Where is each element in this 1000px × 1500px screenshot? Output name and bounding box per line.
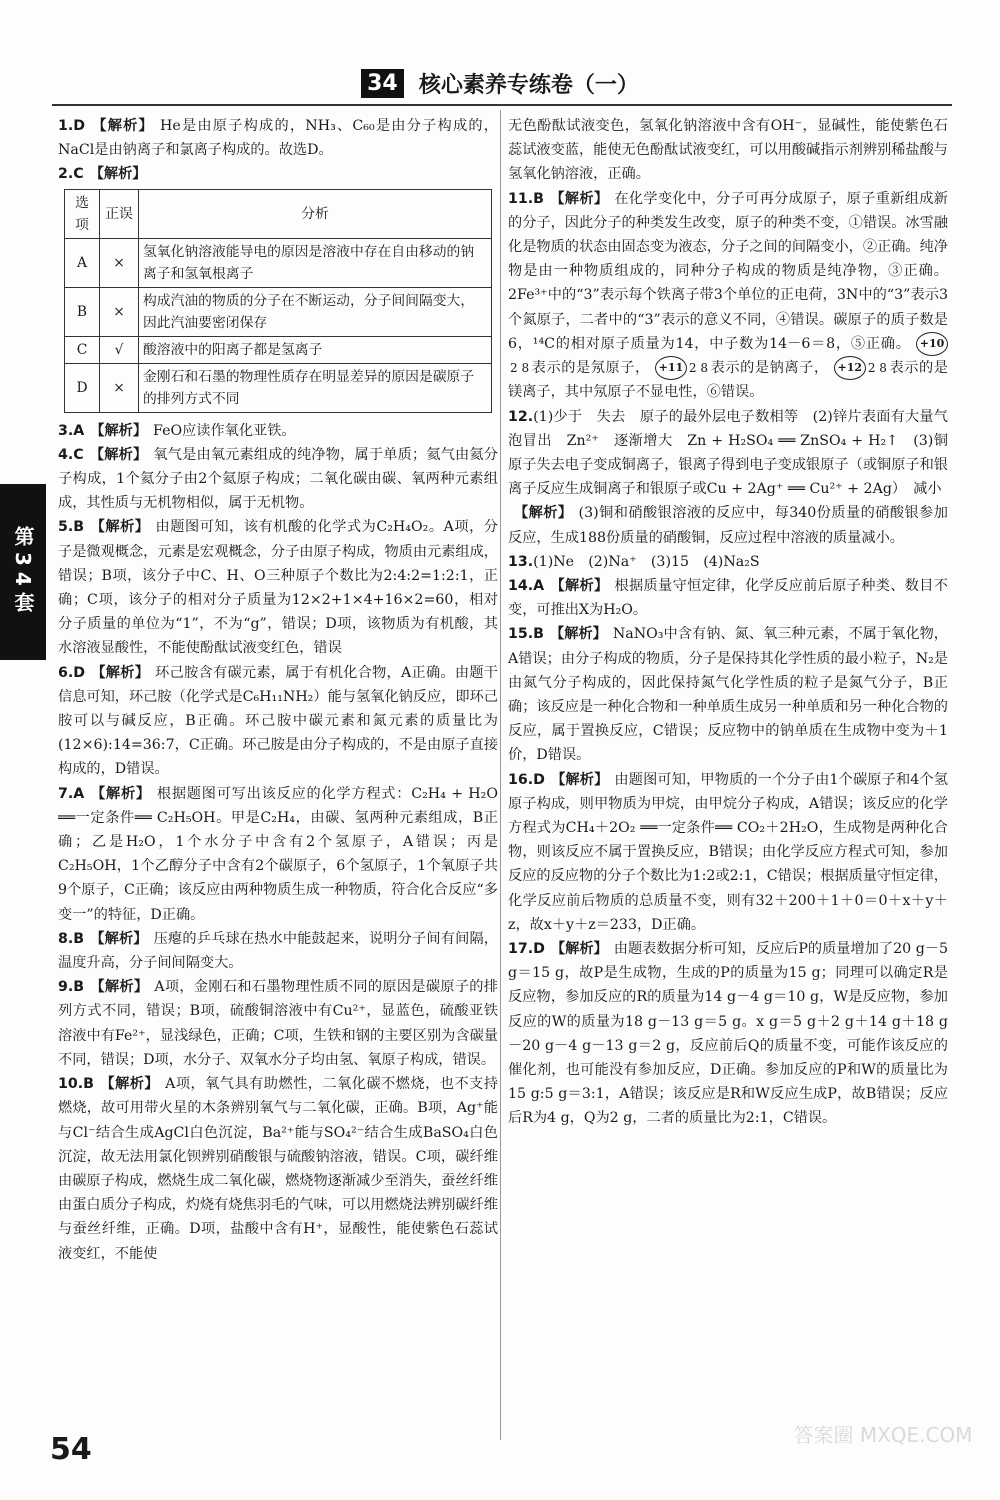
answer-text: He是由原子构成的，NH₃、C₆₀是由分子构成的，NaCl是由钠离子和氯离子构成的。故选D。 <box>58 118 498 159</box>
answer-8 <box>58 927 498 975</box>
header-rule <box>52 104 952 106</box>
option-cell: B <box>65 287 100 336</box>
answer-text: FeO应读作氧化亚铁。 <box>153 422 296 439</box>
answer-4 <box>58 443 498 516</box>
option-cell: A <box>65 238 100 287</box>
analysis-tag: 【解析】 <box>90 785 151 802</box>
question-number: 14.A <box>508 577 545 594</box>
answer-text: (1)Ne (2)Na⁺ (3)15 (4)Na₂S <box>533 553 760 570</box>
watermark-text: 答案圈 MXQE.COM <box>793 1423 973 1447</box>
answer-text: 由题表数据分析可知，反应后P的质量增加了20 g－5 g＝15 g，故P是生成物，生成的P的质量为15 g；同理可以确定R是反应物，参加反应的R的质量为14 g－4 g＝10 g，W是反应物，参加反应的W的质量为18 g－13 g＝5 g。x g＝5 g＋2 g＋14 g＋18 g－20 g－4 g－13 g＝2 g，反应前后Q的质量不变，可能作该反应的催化剂，也可能没有参加反应，D正确。参加反应的P和W的质量比为15 g:5 g＝3:1，A错误；该反应是R和W反应生成P，故B错误；反应后R为4 g，Q为2 g，二者的质量比为2:1，C错误。 <box>508 941 948 1127</box>
analysis-tag: 【解析】 <box>549 626 607 643</box>
answer-10 <box>58 1072 498 1266</box>
table-row <box>65 287 492 336</box>
analysis-cell: 氢氧化钠溶液能导电的原因是溶液中存在自由移动的钠离子和氢氧根离子 <box>139 238 492 287</box>
answer-text: 由题图可知，该有机酸的化学式为C₂H₄O₂。A项，分子是微观概念，元素是宏观概念，分子由原子构成，物质由元素组成，错误；B项，该分子中C、H、O三种原子个数比为2:4:2=1:2:1，正确；C项，该分子的相对分子质量为12×2+1×4+16×2=60，相对分子质量的单位为“1”，不为“g”，错误；D项，该物质为有机酸，其水溶液显酸性，不能使酚酞试液变红色，错误 <box>58 519 498 657</box>
answer-text: 根据质量守恒定律，化学反应前后原子种类、数目不变，可推出X为H₂O。 <box>508 577 948 619</box>
answer-text: A项，氧气具有助燃性，二氧化碳不燃烧，也不支持燃烧，故可用带火星的木条辨别氧气与二氧化碳，正确。B项，Ag⁺能与Cl⁻结合生成AgCl白色沉淀，Ba²⁺能与SO₄²⁻结合生成BaSO₄白色沉淀，故无法用氯化钡辨别硝酸银与硫酸钠溶液，错误。C项，碳纤维由碳原子构成，燃烧生成二氧化碳，燃烧物逐渐减少至消失，蚕丝纤维由蛋白质分子构成，灼烧有烧焦羽毛的气味，可以用燃烧法辨别碳纤维与蚕丝纤维，正确。D项，盐酸中含有H⁺，显酸性，能使紫色石蕊试液变红，不能使 <box>58 1076 498 1262</box>
question-number: 11.B <box>508 190 544 207</box>
analysis-tag: 【解析】 <box>550 941 608 958</box>
question-number: 3.A <box>58 422 85 439</box>
answer-14 <box>508 574 948 622</box>
analysis-tag: 【解析】 <box>549 190 609 207</box>
mark-cell: × <box>100 287 139 336</box>
analysis-tag: 【解析】 <box>91 118 154 134</box>
table-header: 分析 <box>139 189 492 238</box>
table-header: 选项 <box>65 189 100 238</box>
answer-2 <box>58 162 498 186</box>
answer-text: (3)铜和硝酸银溶液的反应中，每340份质量的硝酸银参加反应，生成188份质量的硝酸铜，反应过程中溶液的质量减小。 <box>508 505 948 546</box>
analysis-tag: 【解析】 <box>90 422 148 439</box>
page-title: 核心素养专练卷（一） <box>418 73 639 98</box>
mark-cell: × <box>100 238 139 287</box>
answer-5 <box>58 515 498 660</box>
question-number: 1.D <box>58 118 86 134</box>
question-number: 17.D <box>508 941 545 958</box>
analysis-cell: 构成汽油的物质的分子在不断运动，分子间间隔变大，因此汽油要密闭保存 <box>139 287 492 336</box>
answer-text: 表示的是镁离子，其中氖原子不显电性，⑥错误。 <box>508 360 948 401</box>
answer-text: NaNO₃中含有钠、氮、氧三种元素，不属于氧化物，A错误；由分子构成的物质，分子是保持其化学性质的最小粒子，N₂是由氮气分子构成的，因此保持氮气化学性质的粒子是氮气分子，B正确；该反应是一种化合物和一种单质生成另一种单质和另一种化合物的反应，属于置换反应，C错误；反应物中的钠单质在生成物中变为＋1价，D错误。 <box>508 626 948 764</box>
answer-11 <box>508 187 948 405</box>
option-cell: D <box>65 363 100 412</box>
mark-cell: √ <box>100 336 139 363</box>
answer-text: 由题图可知，甲物质的一个分子由1个碳原子和4个氢原子构成，则甲物质为甲烷，由甲烷分子构成，A错误；该反应的化学方程式为CH₄＋2O₂ ══一定条件══ CO₂＋2H₂O，生成物是两种化合物，则该反应不属于置换反应，B错误；由化学反应方程式可知，参加反应的反应物的分子个数比为1:2或2:1，C错误；根据质量守恒定律，化学反应前后物质的总质量不变，则有32＋200＋1＋0＝0＋x＋y＋z，故x＋y＋z＝233，D正确。 <box>508 771 948 933</box>
analysis-tag: 【解析】 <box>90 519 150 536</box>
answer-17 <box>508 937 948 1131</box>
neon-atom-diagram: +10 <box>916 332 948 356</box>
option-cell: C <box>65 336 100 363</box>
page-number: 54 <box>50 1432 92 1467</box>
table-header-row <box>65 189 492 238</box>
answer-text: 在化学变化中，分子可再分成原子，原子重新组成新的分子，因此分子的种类发生改变，原子的种类不变，①错误。冰雪融化是物质的状态由固态变为液态，分子之间的间隔变小，②正确。纯净物是由一种物质组成的，同种分子构成的物质是纯净物，③正确。2Fe³⁺中的“3”表示每个铁离子带3个单位的正电荷，3N中的“3”表示3个氮原子，二者中的“3”表示的意义不同，④错误。碳原子的质子数是6，¹⁴C的相对原子质量为14，中子数为14－6＝8，⑤正确。 <box>508 190 948 352</box>
left-column <box>58 114 498 1266</box>
table-row <box>65 363 492 412</box>
question-number: 8.B <box>58 930 85 947</box>
question-number: 9.B <box>58 979 85 996</box>
set-badge: 34 <box>361 69 404 98</box>
table-header: 正误 <box>100 189 139 238</box>
answer-7 <box>58 782 498 927</box>
answer-text: 表示的是钠离子， <box>710 360 829 377</box>
analysis-tag: 【解析】 <box>550 771 609 788</box>
answer-text: 氧气是由氧元素组成的纯净物，属于单质；氦气由氦分子构成，1个氦分子由2个氦原子构成；二氧化碳由碳、氧两种元素组成，其性质与无机物相似，属于无机物。 <box>58 446 498 512</box>
sodium-ion-diagram: +11 <box>655 356 687 380</box>
question-number: 4.C <box>58 446 84 463</box>
column-divider <box>500 110 501 1440</box>
right-column <box>508 114 948 1131</box>
electron-shells: 2 8 <box>867 361 887 376</box>
question-number: 6.D <box>58 664 86 681</box>
electron-shells: 2 8 <box>510 361 530 376</box>
answer-text: 环己胺含有碳元素，属于有机化合物，A正确。由题干信息可知，环己胺（化学式是C₆H₁₁NH₂）能与氢氧化钠反应，即环己胺可以与碱反应，B正确。环己胺中碳元素和氮元素的质量比为(12×6):14=36:7，C正确。环己胺是由分子构成的，不是由原子直接构成的，D错误。 <box>58 664 498 778</box>
answer-16 <box>508 768 948 937</box>
analysis-tag: 【解析】 <box>514 505 573 522</box>
analysis-cell: 金刚石和石墨的物理性质存在明显差异的原因是碳原子的排列方式不同 <box>139 363 492 412</box>
answer-text: 无色酚酞试液变色，氢氧化钠溶液中含有OH⁻，显碱性，能使紫色石蕊试液变蓝，能使无色酚酞试液变红，可以用酸碱指示剂辨别稀盐酸与氢氧化钠溶液，正确。 <box>508 118 948 183</box>
answer-text: (1)少于 失去 原子的最外层电子数相等 (2)锌片表面有大量气泡冒出 Zn²⁺ 逐渐增大 Zn + H₂SO₄ ══ ZnSO₄ + H₂↑ (3)铜原子失去电子变成铜离子，银离子得到电子变成银原子（或铜原子和银离子反应生成铜离子和银原子或Cu + 2Ag⁺ ══ Cu²⁺ + 2Ag） 减小 <box>508 408 948 498</box>
analysis-tag: 【解析】 <box>90 979 149 996</box>
question-number: 2.C <box>58 166 84 183</box>
magnesium-ion-diagram: +12 <box>834 356 866 380</box>
answer-10-continued <box>508 114 948 187</box>
answer-text: 压瘪的乒乓球在热水中能鼓起来，说明分子间有间隔，温度升高，分子间间隔变大。 <box>58 930 498 972</box>
question-number: 12. <box>508 408 534 425</box>
analysis-tag: 【解析】 <box>550 577 609 594</box>
mark-cell: × <box>100 363 139 412</box>
answer-9 <box>58 975 498 1072</box>
analysis-tag: 【解析】 <box>91 664 150 681</box>
answer-13 <box>508 550 948 574</box>
side-tab: 第34套 <box>0 484 46 660</box>
question-number: 15.B <box>508 626 544 643</box>
answer-15 <box>508 622 948 767</box>
answer-text: A项，金刚石和石墨物理性质不同的原因是碳原子的排列方式不同，错误；B项，硫酸铜溶液中有Cu²⁺，显蓝色，硫酸亚铁溶液中有Fe²⁺，显浅绿色，正确；C项，生铁和钢的主要区别为含碳量不同，错误；D项，水分子、双氧水分子均由氢、氧原子构成，错误。 <box>58 979 498 1068</box>
electron-shells: 2 8 <box>688 361 708 376</box>
page-header <box>0 68 1000 99</box>
analysis-tag: 【解析】 <box>89 166 147 183</box>
answer-text: 表示的是氖原子， <box>531 360 650 377</box>
table-row <box>65 336 492 363</box>
answer-text: 根据题图可写出该反应的化学方程式：C₂H₄ + H₂O ══一定条件══ C₂H₅OH。甲是C₂H₄，由碳、氢两种元素组成，B正确；乙是H₂O，1个水分子中含有2个氢原子，A错误；丙是C₂H₅OH，1个乙醇分子中含有2个碳原子，6个氢原子，1个氧原子共9个原子，C正确；该反应由两种物质生成一种物质，符合化合反应“多变一”的特征，D正确。 <box>58 785 498 923</box>
analysis-cell: 酸溶液中的阳离子都是氢离子 <box>139 336 492 363</box>
answer-6 <box>58 661 498 782</box>
table-row <box>65 238 492 287</box>
analysis-table <box>64 189 492 413</box>
analysis-tag: 【解析】 <box>99 1076 160 1093</box>
answer-12-analysis <box>508 501 948 549</box>
question-number: 10.B <box>58 1076 94 1093</box>
question-number: 5.B <box>58 519 85 536</box>
watermark-logo <box>788 1382 978 1482</box>
analysis-tag: 【解析】 <box>89 446 148 463</box>
analysis-tag: 【解析】 <box>90 930 148 947</box>
answer-3 <box>58 419 498 443</box>
answer-12 <box>508 405 948 502</box>
question-number: 16.D <box>508 771 545 788</box>
answer-1 <box>58 114 498 162</box>
question-number: 7.A <box>58 785 85 802</box>
question-number: 13. <box>508 553 534 570</box>
